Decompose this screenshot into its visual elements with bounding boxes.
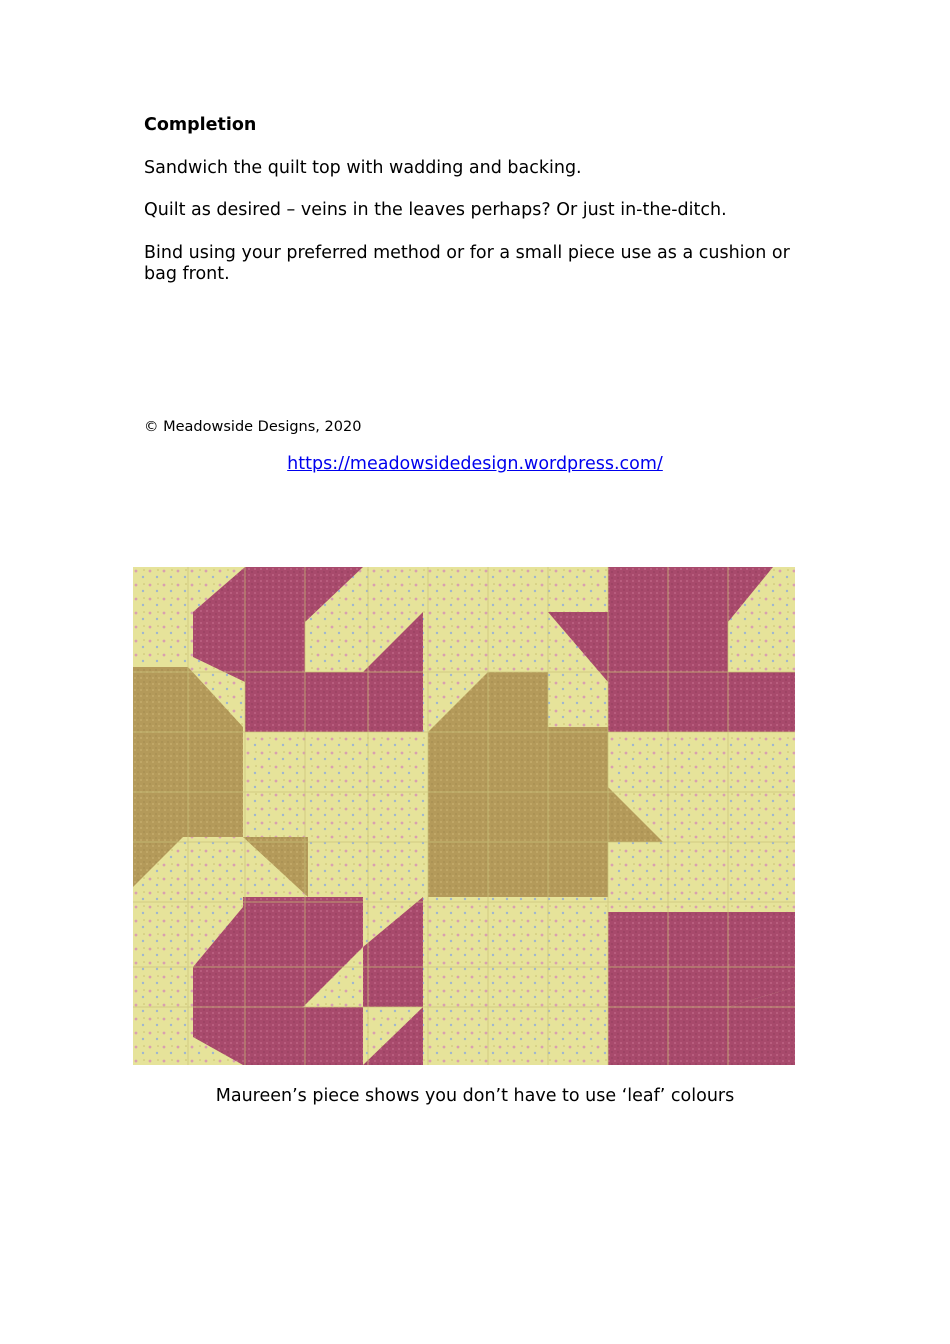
quilt-photo bbox=[133, 567, 795, 1065]
paragraph-bind: Bind using your preferred method or for a small piece use as a cushion or bag front. bbox=[144, 243, 790, 284]
photo-caption: Maureen’s piece shows you don’t have to use ‘leaf’ colours bbox=[215, 1086, 735, 1106]
pink-leaf-bottom-right bbox=[608, 912, 795, 1065]
website-link-container bbox=[0, 454, 950, 475]
website-link[interactable]: https://meadowsidedesign.wordpress.com/ bbox=[287, 454, 663, 474]
paragraph-quilt: Quilt as desired – veins in the leaves perhaps? Or just in-the-ditch. bbox=[144, 200, 727, 220]
section-heading: Completion bbox=[144, 115, 257, 135]
copyright-notice: © Meadowside Designs, 2020 bbox=[144, 419, 362, 435]
paragraph-sandwich: Sandwich the quilt top with wadding and backing. bbox=[144, 158, 582, 178]
